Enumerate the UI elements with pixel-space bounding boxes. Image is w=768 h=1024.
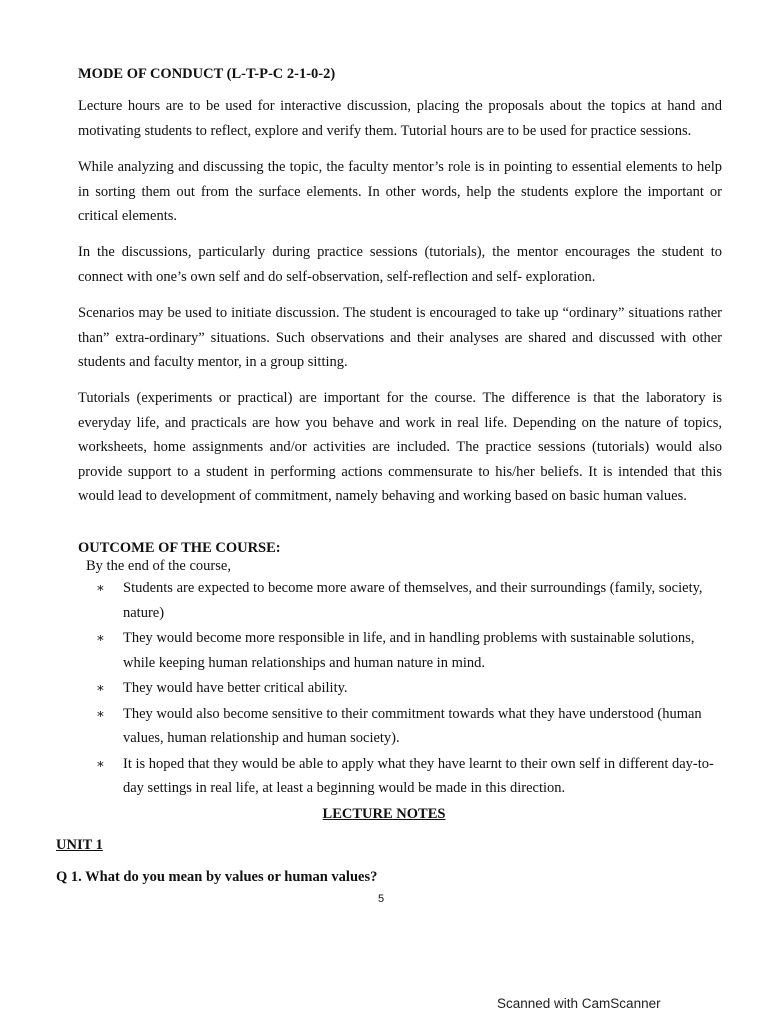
list-item-text: It is hoped that they would be able to apply what they have learnt to their own self in different day-to-day settings in real life, at least a beginning would be made in this direction. xyxy=(123,755,714,796)
list-item xyxy=(96,626,726,675)
asterisk-bullet-icon: ∗ xyxy=(96,580,105,595)
list-item-text: They would also become sensitive to their commitment towards what they have understood (human values, human relationship and human society). xyxy=(123,705,702,746)
list-item xyxy=(96,676,726,701)
list-item-text: Students are expected to become more aware of themselves, and their surroundings (family, society, nature) xyxy=(123,580,703,621)
scanner-watermark: Scanned with CamScanner xyxy=(497,996,661,1011)
mode-of-conduct-heading: MODE OF CONDUCT (L-T-P-C 2-1-0-2) xyxy=(78,66,336,82)
asterisk-bullet-icon: ∗ xyxy=(96,680,105,695)
outcome-heading: OUTCOME OF THE COURSE: xyxy=(78,540,281,556)
lecture-notes-title: LECTURE NOTES xyxy=(322,806,446,822)
asterisk-bullet-icon: ∗ xyxy=(96,755,105,771)
list-item xyxy=(96,576,726,625)
unit-heading: UNIT 1 xyxy=(56,837,103,853)
list-item xyxy=(96,702,726,751)
paragraph-faculty-mentor: While analyzing and discussing the topic, the faculty mentor’s role is in pointing to essential elements to help in sorting them out from the surface elements. In other words, help the students explore the important or critical elements. xyxy=(78,159,722,224)
outcome-list xyxy=(96,576,726,802)
paragraph-scenarios: Scenarios may be used to initiate discussion. The student is encouraged to take up “ordinary” situations rather than” extra-ordinary” situations. Such observations and their analyses are shared and discussed with other students and faculty mentor, in a group sitting. xyxy=(78,305,722,370)
page-number: 5 xyxy=(377,893,385,905)
asterisk-bullet-icon: ∗ xyxy=(96,630,105,645)
list-item-text: They would have better critical ability. xyxy=(123,680,348,696)
paragraph-lecture-hours: Lecture hours are to be used for interactive discussion, placing the proposals about the topics at hand and motivating students to reflect, explore and verify them. Tutorial hours are to be used for practice sessions. xyxy=(78,98,722,139)
list-item xyxy=(96,752,726,801)
outcome-intro: By the end of the course, xyxy=(86,558,231,574)
list-item-text: They would become more responsible in life, and in handling problems with sustainable solutions, while keeping human relationships and human nature in mind. xyxy=(123,630,695,671)
question-heading: Q 1. What do you mean by values or human values? xyxy=(56,869,378,885)
paragraph-discussions: In the discussions, particularly during practice sessions (tutorials), the mentor encourages the student to connect with one’s own self and do self-observation, self-reflection and self- exploration. xyxy=(78,244,722,285)
paragraph-tutorials: Tutorials (experiments or practical) are important for the course. The difference is that the laboratory is everyday life, and practicals are how you behave and work in real life. Depending on the nature of topics, worksheets, home assignments and/or activities are included. The practice sessions (tutorials) would also provide support to a student in performing actions commensurate to his/her beliefs. It is intended that this would lead to development of commitment, namely behaving and working based on basic human values. xyxy=(78,390,722,504)
asterisk-bullet-icon: ∗ xyxy=(96,705,105,721)
